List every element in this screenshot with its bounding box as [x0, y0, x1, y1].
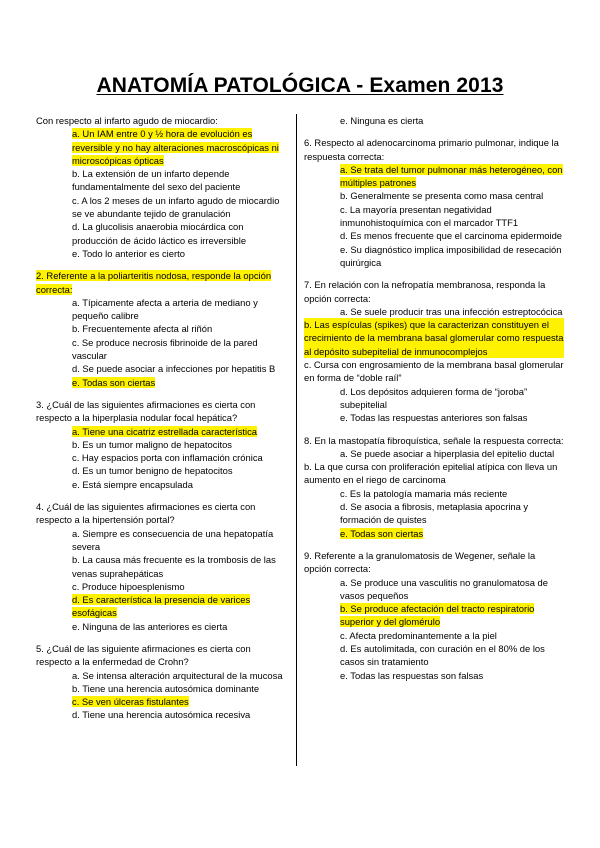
- column-divider: [296, 114, 297, 766]
- question-9-option-e: e. Todas las respuestas son falsas: [340, 669, 484, 681]
- question-8-stem: 8. En la mastopatía fibroquística, señale la respuesta correcta:: [304, 434, 564, 446]
- question-5-option-d: d. Tiene una herencia autosómica recesiva: [72, 709, 251, 721]
- question-5-continued: [304, 114, 564, 127]
- question-2-stem: 2. Referente a la poliarteritis nodosa, responde la opción correcta:: [36, 270, 272, 295]
- question-9-stem: 9. Referente a la granulomatosis de Wegener, señale la opción correcta:: [304, 549, 536, 575]
- question-4-stem: 4. ¿Cuál de las siguientes afirmaciones es cierta con respecto a la hipertensión portal?: [36, 501, 256, 526]
- page-title: ANATOMÍA PATOLÓGICA - Examen 2013: [96, 74, 504, 97]
- question-9: [304, 549, 564, 682]
- question-3: [36, 398, 288, 491]
- question-1-option-b: b. La extensión de un infarto depende fundamentalmente del sexo del paciente: [72, 168, 241, 193]
- question-8-option-a: a. Se puede asociar a hiperplasia del epitelio ductal: [340, 447, 555, 459]
- question-6-stem: 6. Respecto al adenocarcinoma primario pulmonar, indique la respuesta correcta:: [304, 137, 559, 162]
- question-1-option-d: d. La glucolisis anaerobia miocárdica con producción de ácido láctico es irreversible: [72, 221, 247, 246]
- question-5-stem: 5. ¿Cuál de las siguiente afirmaciones es cierta con respecto a la enfermedad de Crohn?: [36, 642, 251, 668]
- question-3-option-c: c. Hay espacios porta con inflamación crónica: [72, 452, 263, 464]
- question-3-option-e: e. Está siempre encapsulada: [72, 478, 193, 490]
- question-7-option-c: c. Cursa con engrosamiento de la membrana basal glomerular en forma de “doble raíl”: [304, 359, 564, 384]
- question-4-option-b: b. La causa más frecuente es la trombosis de las venas suprahepáticas: [72, 554, 276, 579]
- question-6-option-b: b. Generalmente se presenta como masa central: [340, 190, 544, 202]
- question-8-option-e: e. Todas son ciertas: [340, 527, 424, 539]
- question-7-option-d: d. Los depósitos adquieren forma de “joroba” subepitelial: [340, 385, 528, 410]
- question-2-option-e: e. Todas son ciertas: [72, 376, 156, 388]
- question-2-option-d: d. Se puede asociar a infecciones por hepatitis B: [72, 363, 276, 375]
- question-6: [304, 136, 564, 269]
- question-3-option-b: b. Es un tumor maligno de hepatocitos: [72, 438, 232, 450]
- question-5-option-b: b. Tiene una herencia autosómica dominante: [72, 682, 260, 694]
- question-9-option-d: d. Es autolimitada, con curación en el 80% de los casos sin tratamiento: [340, 642, 545, 668]
- question-9-option-b: b. Se produce afectación del tracto respiratorio superior y del glomérulo: [340, 603, 535, 628]
- question-5-option-a: a. Se intensa alteración arquitectural de la mucosa: [72, 669, 283, 681]
- question-2-option-b: b. Frecuentemente afecta al riñón: [72, 323, 213, 335]
- question-4-option-a: a. Siempre es consecuencia de una hepatopatía severa: [72, 527, 274, 552]
- right-column: [304, 114, 564, 682]
- question-5: [36, 642, 288, 722]
- question-7-option-e: e. Todas las respuestas anteriores son falsas: [340, 412, 528, 424]
- question-1-option-c: c. A los 2 meses de un infarto agudo de miocardio se ve abundante tejido de granulación: [72, 194, 280, 220]
- question-7-option-a: a. Se suele producir tras una infección estreptocócica: [340, 305, 563, 317]
- question-7: [304, 278, 564, 424]
- question-3-option-d: d. Es un tumor benigno de hepatocitos: [72, 465, 233, 477]
- question-1-stem: Con respecto al infarto agudo de miocardio:: [36, 115, 218, 126]
- question-6-option-d: d. Es menos frecuente que el carcinoma epidermoide: [340, 230, 562, 242]
- question-8: [304, 434, 564, 540]
- left-column: [36, 114, 288, 722]
- question-1-option-a: a. Un IAM entre 0 y ½ hora de evolución es reversible y no hay alteraciones macroscópicas ni microscópicas ópticas: [72, 128, 279, 166]
- question-8-option-c: c. Es la patología mamaria más reciente: [340, 487, 508, 499]
- question-1-option-e: e. Todo lo anterior es cierto: [72, 247, 185, 259]
- question-3-option-a: a. Tiene una cicatriz estrellada característica: [72, 425, 257, 437]
- question-6-option-a: a. Se trata del tumor pulmonar más heterogéneo, con múltiples patrones: [340, 163, 563, 189]
- question-2: [36, 269, 288, 389]
- question-8-option-b: b. La que cursa con proliferación epitelial atípica con lleva un aumento en el riego de carcinoma: [304, 461, 558, 486]
- question-2-option-c: c. Se produce necrosis fibrinoide de la pared vascular: [72, 336, 258, 362]
- question-6-option-c: c. La mayoría presentan negatividad inmunohistoquímica con el marcador TTF1: [340, 203, 519, 229]
- question-5-option-c: c. Se ven úlceras fistulantes: [72, 696, 189, 708]
- question-3-stem: 3. ¿Cuál de las siguientes afirmaciones es cierta con respecto a la hiperplasia nodular focal hepática?: [36, 398, 256, 424]
- question-9-option-c: c. Afecta predominantemente a la piel: [340, 629, 497, 641]
- question-8-option-d: d. Se asocia a fibrosis, metaplasia apocrina y formación de quistes: [340, 501, 529, 526]
- question-4-option-c: c. Produce hipoesplenismo: [72, 580, 185, 592]
- question-4-option-d: d. Es característica la presencia de varices esofágicas: [72, 594, 251, 619]
- question-2-option-a: a. Típicamente afecta a arteria de mediano y pequeño calibre: [72, 296, 258, 322]
- question-6-option-e: e. Su diagnóstico implica imposibilidad de resecación quirúrgica: [340, 243, 562, 268]
- question-1: [36, 114, 288, 260]
- question-4-option-e: e. Ninguna de las anteriores es cierta: [72, 620, 228, 632]
- question-7-option-b: b. Las espículas (spikes) que la caracterizan constituyen el crecimiento de la membrana basal glomerular como respuesta al depósito subepitelial de inmunocomplejos: [304, 319, 564, 357]
- question-5-option-e: e. Ninguna es cierta: [340, 115, 424, 126]
- question-9-option-a: a. Se produce una vasculitis no granulomatosa de vasos pequeños: [340, 576, 548, 601]
- question-4: [36, 500, 288, 633]
- question-7-stem: 7. En relación con la nefropatía membranosa, responda la opción correcta:: [304, 279, 546, 304]
